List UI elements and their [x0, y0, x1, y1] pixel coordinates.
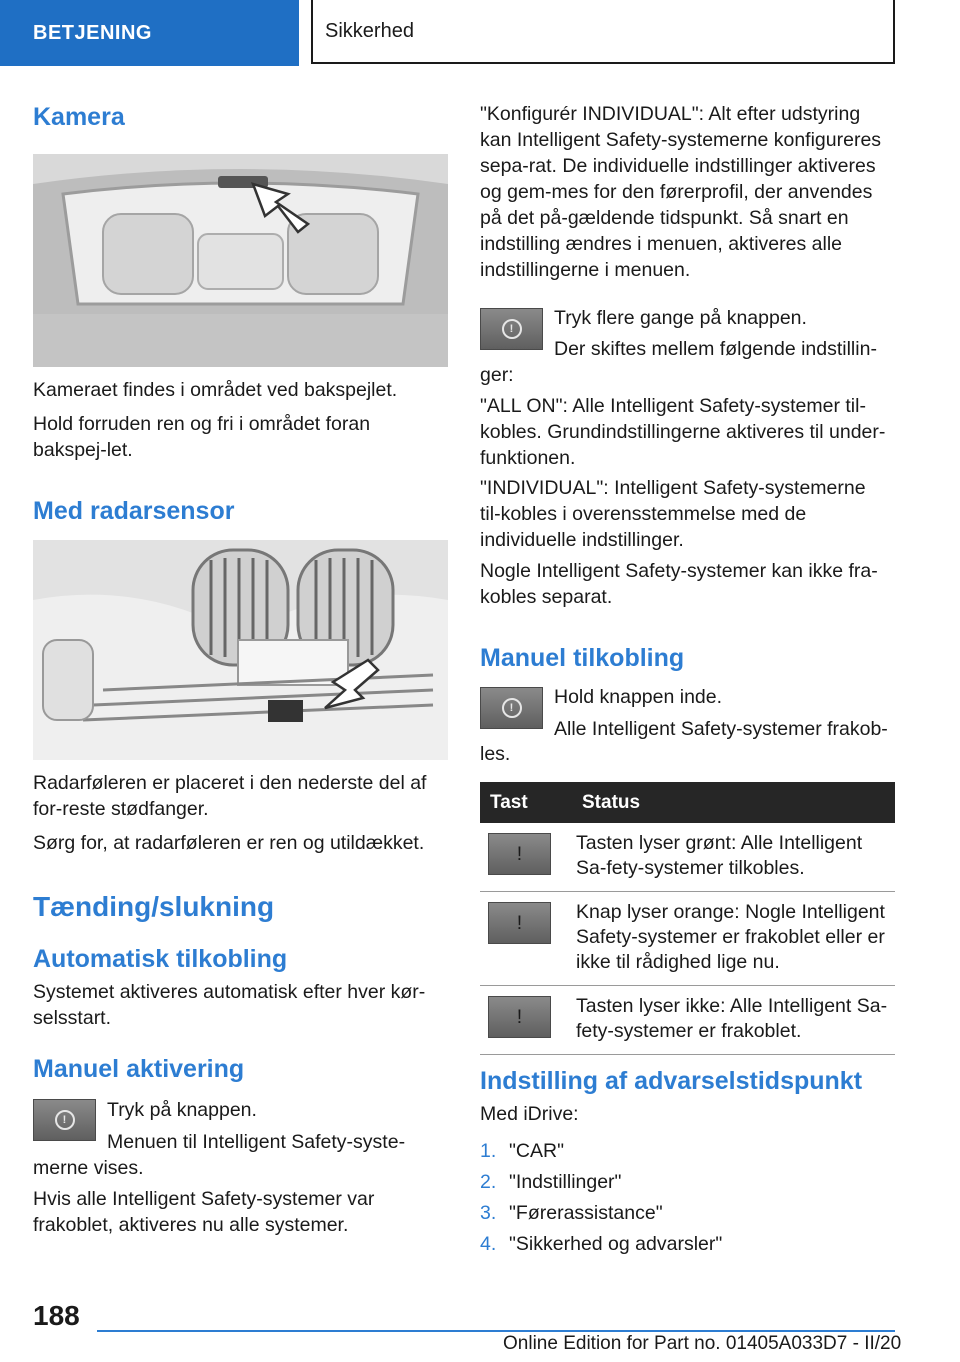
list-item	[480, 1171, 895, 1202]
step-text: "Sikkerhed og advarsler"	[509, 1233, 723, 1255]
safety-button-image	[480, 687, 543, 729]
table-header-status: Status	[572, 782, 895, 823]
konfig-text: "Konfigurér INDIVIDUAL": Alt efter udstyring kan Intelligent Safety-systemerne konfigureres sepa-rat. De individuelle indstillinger aktiveres og gem-mes for den førerprofil, der anvendes på det på-gældende tidspunkt. Så snart en indstilling ændres i menuen, aktiveres alle indstillingerne i menuen.	[480, 103, 882, 281]
nogle-text: Nogle Intelligent Safety-systemer kan ikke fra-kobles separat.	[480, 560, 878, 608]
tryk-text-2a: Der skiftes mellem følgende indstillin-	[554, 338, 877, 360]
table-cell-status: Knap lyser orange: Nogle Intelligent Safety-systemer er frakoblet eller er ikke til rådighed lige nu.	[572, 892, 895, 986]
radar-figure	[33, 540, 448, 760]
safety-icon: !	[516, 1005, 523, 1028]
camera-illustration	[33, 154, 448, 367]
tryk-text-1: Tryk flere gange på knappen.	[554, 307, 807, 329]
camera-figure	[33, 154, 448, 367]
heading-indstilling: Indstilling af advarselstidspunkt	[480, 1067, 863, 1095]
step-number: 2.	[480, 1171, 497, 1193]
automatisk-text: Systemet aktiveres automatisk efter hver kør-selsstart.	[33, 981, 426, 1029]
safety-button-image	[33, 1099, 96, 1141]
allon-text: "ALL ON": Alle Intelligent Safety-systemer til-kobles. Grundindstillingerne aktiveres til under-funktionen.	[480, 395, 886, 469]
heading-manuel-aktivering: Manuel aktivering	[33, 1055, 245, 1083]
table-header-row	[480, 782, 895, 823]
radar-text-1: Radarføleren er placeret i den nederste del af for-reste stødfanger.	[33, 772, 427, 820]
safety-button-image	[480, 308, 543, 350]
safety-icon: !	[55, 1110, 75, 1130]
hold-text-2b: les.	[480, 743, 511, 765]
edition-text: Online Edition for Part no. 01405A033D7 - II/20	[503, 1333, 902, 1354]
table-header-tast: Tast	[480, 782, 572, 823]
table-row	[480, 986, 895, 1055]
status-table	[480, 782, 895, 1055]
individual-text: "INDIVIDUAL": Intelligent Safety-systemerne til-kobles i overensstemmelse med de individuelle indstillinger.	[480, 477, 866, 551]
manuel-text-1: Tryk på knappen.	[107, 1099, 257, 1121]
heading-radar: Med radarsensor	[33, 497, 235, 525]
page-number: 188	[33, 1300, 80, 1331]
heading-kamera: Kamera	[33, 103, 125, 131]
idrive-text: Med iDrive:	[480, 1103, 579, 1125]
step-text: "CAR"	[509, 1140, 565, 1162]
list-item	[480, 1140, 895, 1171]
table-row	[480, 892, 895, 986]
chapter-tab	[311, 0, 895, 64]
steps-list	[480, 1140, 895, 1264]
chapter-label: Sikkerhed	[325, 19, 414, 42]
list-item	[480, 1233, 895, 1264]
table-cell-status: Tasten lyser grønt: Alle Intelligent Sa-fety-systemer tilkobles.	[572, 823, 895, 892]
section-label: BETJENING	[33, 21, 152, 44]
tryk-text-2b: ger:	[480, 364, 514, 386]
section-tab	[0, 0, 299, 66]
table-cell-status: Tasten lyser ikke: Alle Intelligent Sa-fety-systemer er frakoblet.	[572, 986, 895, 1055]
step-text: "Indstillinger"	[509, 1171, 622, 1193]
manuel-text-2a: Menuen til Intelligent Safety-syste-	[107, 1131, 406, 1153]
table-row	[480, 823, 895, 892]
safety-button-orange-image	[488, 902, 551, 944]
safety-icon: !	[516, 842, 523, 865]
step-number: 1.	[480, 1140, 497, 1162]
heading-manuel-tilkobling: Manuel tilkobling	[480, 644, 685, 672]
radar-text-2: Sørg for, at radarføleren er ren og utildækket.	[33, 832, 425, 854]
safety-button-off-image	[488, 996, 551, 1038]
manuel-text-2b: merne vises.	[33, 1157, 144, 1179]
heading-automatisk: Automatisk tilkobling	[33, 945, 288, 973]
manuel-text-3: Hvis alle Intelligent Safety-systemer var frakoblet, aktiveres nu alle systemer.	[33, 1188, 375, 1236]
safety-icon: !	[516, 911, 523, 934]
kamera-text-1: Kameraet findes i området ved bakspejlet.	[33, 379, 398, 401]
hold-text-1: Hold knappen inde.	[554, 686, 723, 708]
step-text: "Førerassistance"	[509, 1202, 663, 1224]
step-number: 3.	[480, 1202, 497, 1224]
safety-button-green-image	[488, 833, 551, 875]
hold-text-2a: Alle Intelligent Safety-systemer frakob-	[554, 718, 888, 740]
radar-illustration	[33, 540, 448, 760]
list-item	[480, 1202, 895, 1233]
safety-icon: !	[502, 319, 522, 339]
step-number: 4.	[480, 1233, 497, 1255]
safety-icon: !	[502, 698, 522, 718]
kamera-text-2: Hold forruden ren og fri i området foran bakspej-let.	[33, 413, 371, 461]
footer-divider	[97, 1330, 895, 1332]
heading-taending: Tænding/slukning	[33, 891, 275, 922]
